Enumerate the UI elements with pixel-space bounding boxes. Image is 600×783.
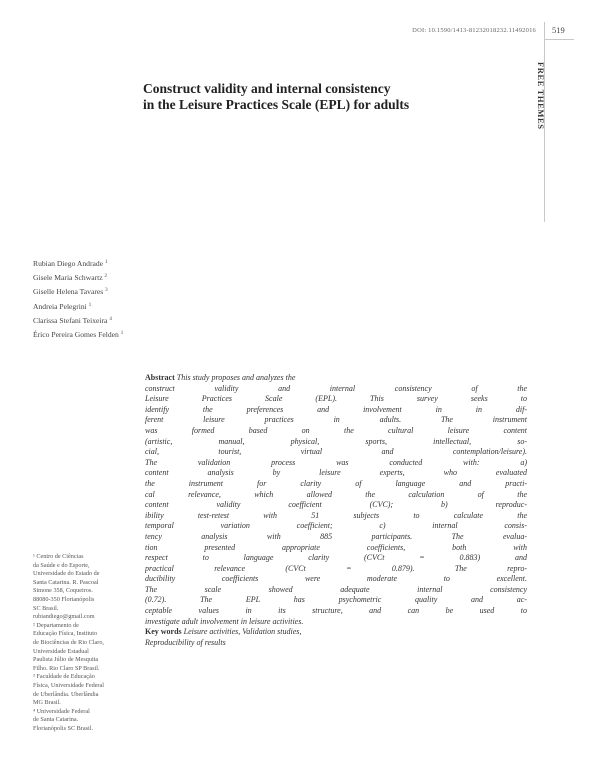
affiliation-line: rubiandiego@gmail.com [33,613,95,621]
abstract-line: construct validity and internal consistency of the [145,383,527,393]
affiliation-line: ⁴ Universidade Federal [33,707,90,715]
abstract-line: tency analysis with 885 participants. The evalua- [145,531,527,541]
abstract-line: temporal variation coefficient; c) internal consis- [145,521,527,531]
abstract-line: practical relevance (CVCt = 0.879). The repro- [145,563,527,573]
affiliation-line: 88080-350 Florianópolis [33,595,95,603]
affiliation-line: ³ Faculdade de Educação [33,673,95,681]
affiliation-line: ¹ Centro de Ciências [33,553,84,560]
abstract-line: tion presented appropriate coefficients, both with [145,542,527,552]
affiliation-line: Física, Universidade Federal [33,681,104,689]
header-horizontal-rule [544,39,574,40]
keywords: Key words Leisure activities, Validation studies, [145,627,302,637]
abstract-line: The scale showed adequate internal consistency [145,584,527,594]
author: Andreia Pelegrini $^1$ [33,301,92,311]
abstract-line: content validity coefficient (CVC); b) reproduc- [145,500,527,510]
abstract-line: cal relevance, which allowed the calculation of the [145,489,527,499]
affiliation-line: da Saúde e do Esporte, [33,561,90,569]
abstract-line: the instrument for clarity of language and practi- [145,478,527,488]
author: Gisele Maria Schwartz $^2$ [33,273,107,283]
affiliation-line: Filho. Rio Claro SP Brasil. [33,664,100,672]
affiliation-line: MG Brasil. [33,699,61,707]
doi: DOI: 10.1590/1413-81232018232.11492016 [412,27,536,34]
keywords-line: Reproducibility of results [145,637,226,647]
author-list [33,256,123,341]
affiliation-line: Paulista Júlio de Mesquita [33,656,99,664]
abstract-last-line: investigate adult involvement in leisure activities. [145,616,304,626]
title-line: Construct validity and internal consistency [143,81,391,96]
affiliation-line: de Uberlândia. Uberlândia [33,690,99,698]
page-number: 519 [552,25,565,35]
section-label: FREE THEMES [536,62,546,130]
title-line: in the Leisure Practices Scale (EPL) for adults [143,97,410,112]
abstract-line: respect to language clarity (CVCt = 0.883) and [145,553,527,563]
affiliation-line: de Santa Catarina. [33,716,79,724]
abstract-line: content analysis by leisure experts, who evaluated [145,468,527,478]
author: Érico Pereira Gomes Felden $^1$ [33,330,124,340]
abstract-line: (0.72). The EPL has psychometric quality and ac- [145,595,527,605]
abstract-line: Leisure Practices Scale (EPL). This survey seeks to [145,394,527,404]
author: Clarissa Stefani Teixeira $^4$ [33,315,112,325]
abstract-line: was formed based on the cultural leisure content [145,425,527,435]
affiliation-line: Santa Catarina. R. Pascoal [33,578,99,586]
abstract-line: identify the preferences and involvement in in dif- [145,404,527,414]
affiliation-line: Educação Física, Instituto [33,630,98,638]
abstract-line: ibility test-retest with 51 subjects to calculate the [145,510,527,520]
abstract-line: ducibility coefficients were moderate to excellent. [145,574,527,584]
affiliation-line: Universidade Estadual [33,647,89,655]
affiliation-line: Universidade do Estado de [33,570,100,578]
affiliation-line: SC Brasil. [33,604,59,612]
article-title [143,81,523,113]
abstract-first-line: Abstract This study proposes and analyzes the [145,373,296,382]
abstract [145,373,527,648]
affiliation-line: ² Departamento de [33,621,79,629]
abstract-line: ferent leisure practices in adults. The instrument [145,415,527,425]
abstract-line: The validation process was conducted with: a) [145,457,527,467]
abstract-line: (artistic, manual, physical, sports, intellectual, so- [145,436,527,446]
affiliation-line: Simone 358, Coqueiros. [33,587,93,595]
abstract-line: cial, tourist, virtual and contemplation/leisure). [145,447,527,457]
abstract-line: ceptable values in its structure, and can be used to [145,606,527,616]
affiliation-line: Florianópolis SC Brasil. [33,724,93,732]
affiliation-line: de Biociências de Rio Claro, [33,638,104,646]
author: Giselle Helena Tavares $^3$ [33,287,108,297]
author: Rubian Diego Andrade $^1$ [33,259,108,268]
affiliations [33,553,137,733]
